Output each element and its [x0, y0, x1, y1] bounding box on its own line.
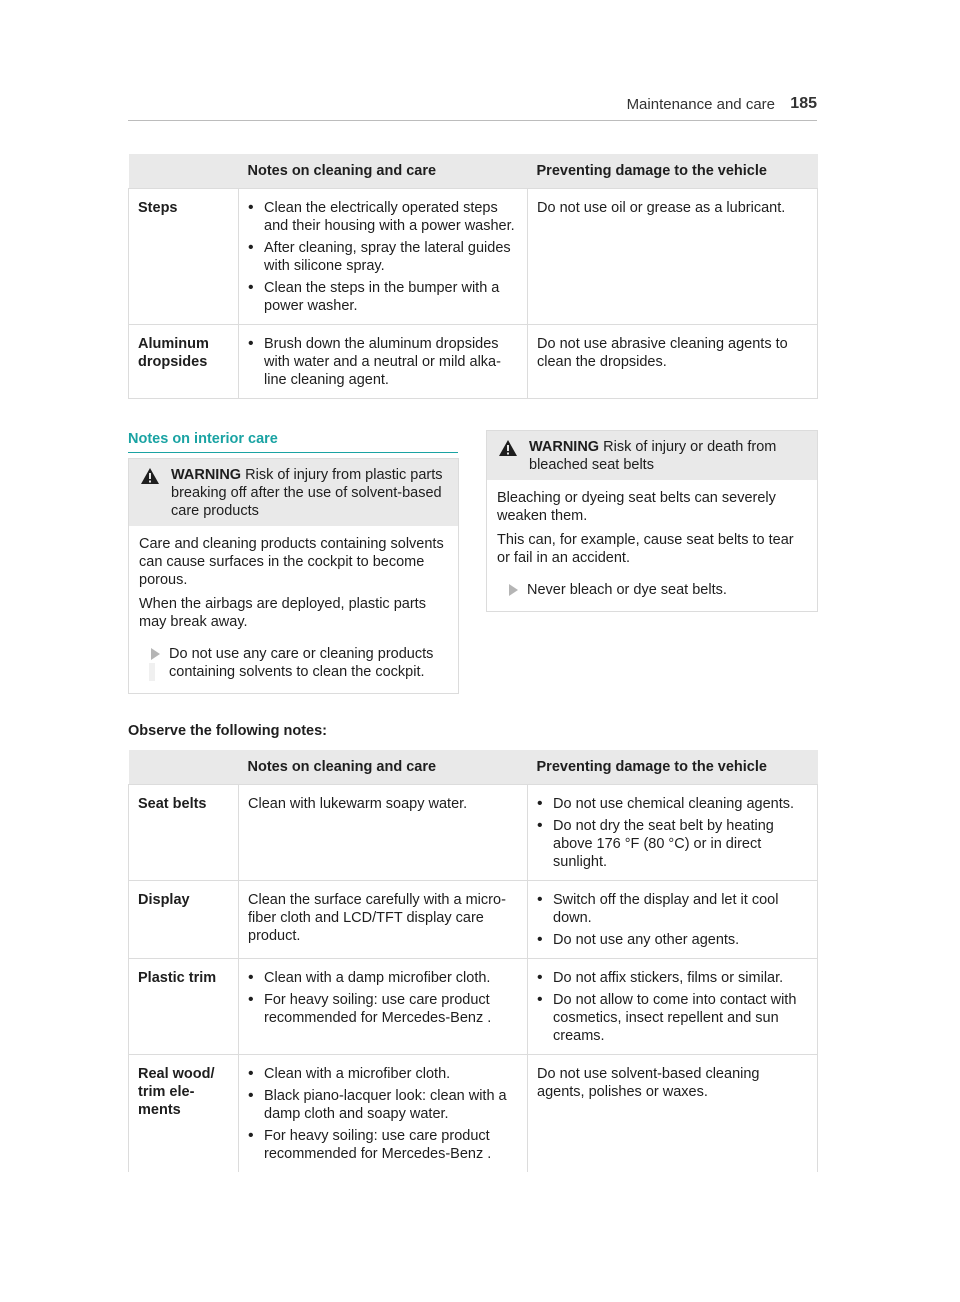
- row-heading: Seat belts: [129, 785, 239, 881]
- table-header-row: [129, 750, 818, 785]
- care-table-exterior: [128, 154, 818, 399]
- table-row: [129, 959, 818, 1055]
- column-header: [129, 154, 239, 189]
- list-item: • Do not use any other agents.: [537, 931, 808, 949]
- list-item: • Brush down the aluminum dropsides with water and a neutral or mild alkaline cleaning agent.: [248, 335, 518, 389]
- care-cell: [239, 1055, 528, 1173]
- table-row: [129, 325, 818, 399]
- column-header: Preventing damage to the vehicle: [528, 154, 818, 189]
- care-cell: Clean the surface carefully with a microfiber cloth and LCD/TFT display care product.: [239, 881, 528, 959]
- care-table-interior: [128, 750, 818, 1172]
- action-text: Do not use any care or cleaning products containing solvents to clean the cockpit.: [169, 646, 434, 680]
- page-header: [128, 94, 817, 121]
- warning-text: Risk of injury or death from bleached seat belts: [529, 439, 777, 473]
- list-item: • Do not dry the seat belt by heating above 176 °F (80 °C) or in direct sunlight.: [537, 817, 808, 871]
- warning-label: WARNING: [529, 439, 600, 455]
- list-item: • Black piano-lacquer look: clean with a damp cloth and soapy water.: [248, 1087, 518, 1123]
- warning-body: [129, 526, 458, 693]
- list-item: • Do not affix stickers, films or similar.: [537, 969, 808, 987]
- paragraph: Bleaching or dyeing seat belts can severely weaken them.: [497, 490, 776, 524]
- observe-heading: Observe the following notes:: [128, 723, 327, 739]
- prevent-cell: Do not use oil or grease as a lubricant.: [528, 189, 818, 325]
- table-row: [129, 1055, 818, 1173]
- prevent-cell: [528, 881, 818, 959]
- row-heading: Display: [129, 881, 239, 959]
- table-row: [129, 785, 818, 881]
- paragraph: This can, for example, cause seat belts to tear or fail in an accident.: [497, 532, 794, 566]
- care-cell: [239, 325, 528, 399]
- warning-header: [129, 459, 458, 526]
- warning-box-solvents: [128, 458, 459, 694]
- warning-header: [487, 431, 817, 480]
- column-header: [129, 750, 239, 785]
- list-item: • Switch off the display and let it cool down.: [537, 891, 808, 927]
- table-header-row: [129, 154, 818, 189]
- table-row: [129, 189, 818, 325]
- list-item: • For heavy soiling: use care product recommended for Mercedes-Benz .: [248, 991, 518, 1027]
- list-item: • Clean the steps in the bumper with a power washer.: [248, 279, 518, 315]
- row-heading: Plastic trim: [129, 959, 239, 1055]
- list-item: • Do not use chemical cleaning agents.: [537, 795, 808, 813]
- prevent-cell: [528, 785, 818, 881]
- arrow-right-icon: [151, 648, 160, 660]
- list-item: • For heavy soiling: use care product recommended for Mercedes-Benz .: [248, 1127, 518, 1163]
- column-header: Preventing damage to the vehicle: [528, 750, 818, 785]
- list-item: • Clean the electrically operated steps and their housing with a power washer.: [248, 199, 518, 235]
- warning-triangle-icon: [499, 440, 517, 456]
- row-heading: Aluminum dropsides: [129, 325, 239, 399]
- warning-label: WARNING: [171, 467, 242, 483]
- prevent-cell: Do not use solvent-based cleaning agents, polishes or waxes.: [528, 1055, 818, 1173]
- row-heading: Real wood/ trim elements: [129, 1055, 239, 1173]
- warning-box-seat-belts: [486, 430, 818, 612]
- paragraph: Care and cleaning products containing solvents can cause surfaces in the cockpit to become porous.: [139, 536, 444, 588]
- column-header: Notes on cleaning and care: [239, 750, 528, 785]
- warning-body: [487, 480, 817, 611]
- care-cell: [239, 189, 528, 325]
- prevent-cell: [528, 959, 818, 1055]
- care-cell: [239, 959, 528, 1055]
- section-title: Maintenance and care: [626, 96, 775, 113]
- care-cell: Clean with lukewarm soapy water.: [239, 785, 528, 881]
- row-heading: Steps: [129, 189, 239, 325]
- action-text: Never bleach or dye seat belts.: [527, 582, 727, 598]
- warning-text: Risk of injury from plastic parts breaking off after the use of solvent-based care products: [171, 467, 443, 519]
- paragraph: When the airbags are deployed, plastic parts may break away.: [139, 596, 426, 630]
- page-number: 185: [790, 95, 817, 112]
- column-header: Notes on cleaning and care: [239, 154, 528, 189]
- list-item: • After cleaning, spray the lateral guides with silicone spray.: [248, 239, 518, 275]
- action-bar: [149, 663, 155, 681]
- list-item: • Do not allow to come into contact with cosmetics, insect repellent and sun creams.: [537, 991, 808, 1045]
- list-item: • Clean with a microfiber cloth.: [248, 1065, 518, 1083]
- warning-triangle-icon: [141, 468, 159, 484]
- action-step: [497, 581, 807, 599]
- table-row: [129, 881, 818, 959]
- prevent-cell: Do not use abrasive cleaning agents to clean the dropsides.: [528, 325, 818, 399]
- arrow-right-icon: [509, 584, 518, 596]
- list-item: • Clean with a damp microfiber cloth.: [248, 969, 518, 987]
- action-step: [139, 645, 448, 681]
- section-heading: Notes on interior care: [128, 430, 458, 453]
